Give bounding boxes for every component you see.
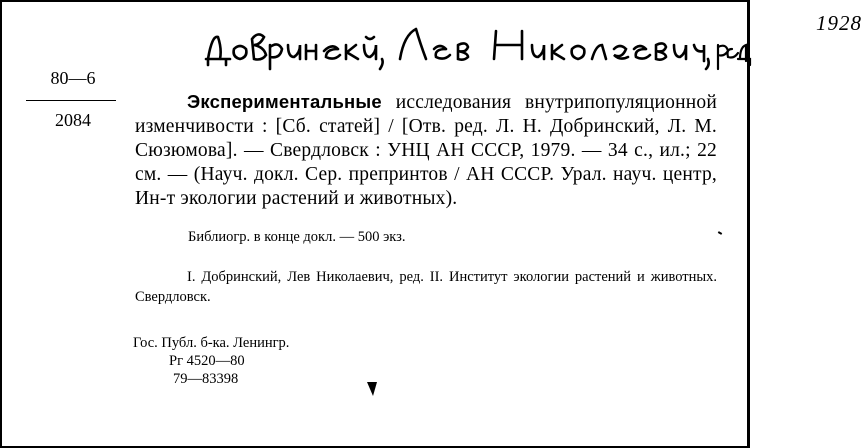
tracing-text: I. Добринский, Лев Николаевич, ред. II. Институт экологии растений и животных. Свердловск.: [135, 269, 717, 305]
entry-title-bold: Экспериментальные: [187, 91, 382, 112]
ink-speck: [718, 231, 722, 235]
handwritten-author-heading: [204, 11, 862, 71]
shelfmark-top: 80—6: [50, 68, 96, 88]
library-name: Гос. Публ. б-ка. Ленингр.: [133, 335, 290, 351]
shelfmark-divider: [26, 100, 116, 101]
handwritten-author-signature: [204, 15, 749, 71]
bibliography-note: Библиогр. в конце докл. — 500 экз.: [188, 229, 406, 245]
library-stamp: [133, 334, 289, 388]
bibliographic-entry: [135, 90, 717, 211]
ink-mark-icon: [367, 382, 377, 396]
shelfmark-bottom: 2084: [55, 110, 91, 130]
added-entries-tracing: [135, 267, 717, 307]
library-number: Рг 4520—80: [169, 353, 245, 369]
entry-body: исследования внутрипопуляционной изменчивости : [Сб. статей] / [Отв. ред. Л. Н. Добринский, Л. М. Сюзюмова]. — Свердловск : УНЦ АН СССР, 1979. — 34 с., ил.; 22 см. — (Науч. докл. Сер. препринтов / АН СССР. Урал. науч. центр, Ин-т экологии растений и животных).: [135, 92, 717, 209]
library-accession: 79—83398: [173, 371, 239, 387]
handwritten-year: 1928: [816, 11, 862, 35]
